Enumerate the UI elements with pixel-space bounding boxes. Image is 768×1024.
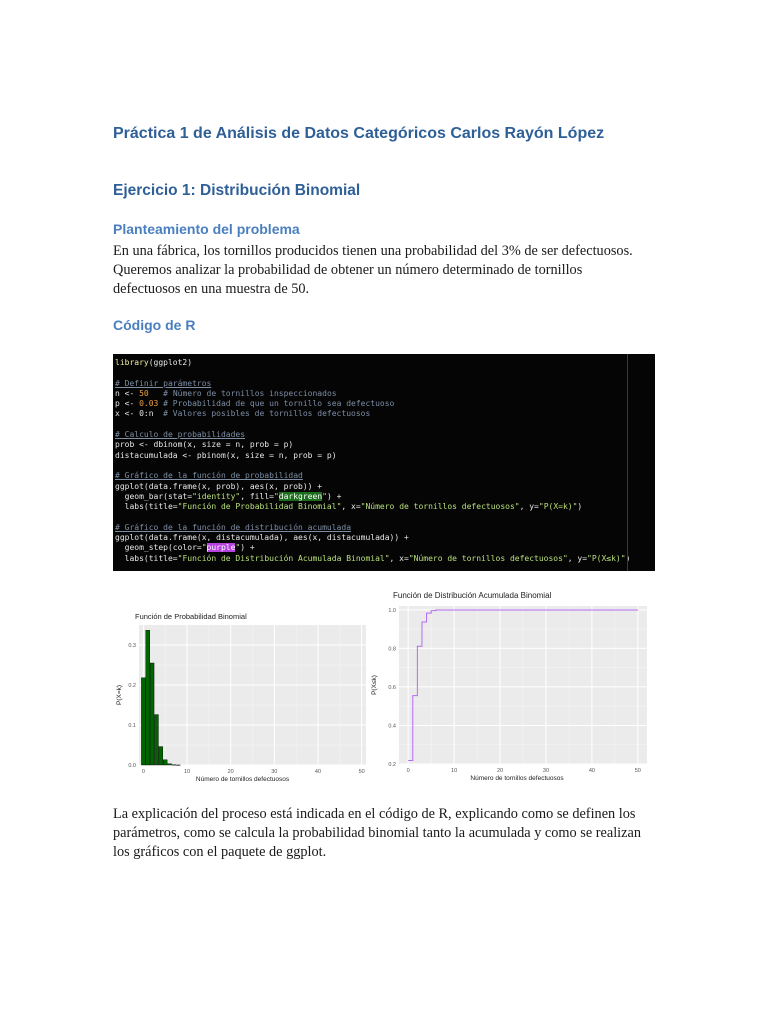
code-comment: # Valores posibles de tornillos defectuosos <box>153 409 371 419</box>
x-tick-label: 40 <box>314 769 322 775</box>
code-token: labs(title= <box>115 553 178 563</box>
code-token: x <- 0:n <box>115 409 154 419</box>
probability-chart-svg <box>113 605 369 791</box>
y-tick-label: 0.6 <box>388 684 396 691</box>
bar <box>150 663 154 765</box>
chart-title: Función de Distribución Acumulada Binomial <box>393 591 552 600</box>
y-axis-label: P(X=k) <box>116 684 123 706</box>
code-token: ggplot(data.frame(x, distacumulada), aes(x, distacumulada)) + <box>115 533 409 543</box>
bar <box>146 630 150 765</box>
code-string: " <box>322 491 327 501</box>
code-number: 50 <box>139 388 149 398</box>
probability-chart <box>113 605 369 791</box>
code-token: , x= <box>341 502 361 512</box>
cumulative-chart-svg <box>369 586 651 791</box>
r-code-block <box>113 354 655 571</box>
editor-margin-line <box>627 354 628 571</box>
code-token: labs(title= <box>115 502 178 512</box>
code-comment: # Número de tornillos inspeccionados <box>148 388 337 398</box>
code-string: "Función de Distribución Acumulada Binomial" <box>177 553 390 563</box>
code-token: , y= <box>567 553 588 563</box>
problem-paragraph <box>113 242 658 299</box>
code-comment: # Gráfico de la función de probabilidad <box>115 471 303 481</box>
code-token: geom_step(color= <box>115 543 202 553</box>
y-tick-label: 1.0 <box>388 607 396 614</box>
y-tick-label: 0.1 <box>128 723 136 729</box>
bar <box>141 678 145 765</box>
code-string: "Número de tornillos defectuosos" <box>360 502 520 512</box>
code-string: "P(X≤k)" <box>587 553 626 563</box>
exercise-heading: Ejercicio 1: Distribución Binomial <box>113 182 361 199</box>
code-string: "P(X=k)" <box>538 502 578 512</box>
problem-line: En una fábrica, los tornillos producidos tienen una probabilidad del 3% de ser defectuosos. <box>113 243 633 259</box>
code-token: , fill= <box>240 491 274 501</box>
code-token: ) <box>577 502 583 512</box>
x-axis-label: Número de tornillos defectuosos <box>195 776 290 783</box>
explanation-line: La explicación del proceso está indicada en el código de R, explicando como se definen los <box>113 806 636 822</box>
code-comment: # Probabilidad de que un tornillo sea defectuoso <box>158 399 395 409</box>
x-tick-label: 10 <box>451 768 458 774</box>
cumulative-chart <box>369 586 651 791</box>
code-string: "Función de Probabilidad Binomial" <box>177 502 342 512</box>
bar <box>154 715 158 765</box>
code-comment: # Gráfico de la función de distribución acumulada <box>115 522 352 532</box>
code-highlight-darkgreen: darkgreen <box>278 491 323 501</box>
code-string: " <box>235 543 241 553</box>
code-token: prob <- dbinom(x, size = n, prob = p) <box>115 440 294 450</box>
x-axis-label: Número de tornillos defectuosos <box>470 775 564 782</box>
x-tick-label: 0 <box>141 769 145 775</box>
code-token: (ggplot2) <box>148 358 193 367</box>
bar <box>163 760 167 765</box>
code-string: "Número de tornillos defectuosos" <box>408 553 568 563</box>
x-tick-label: 0 <box>406 768 410 774</box>
explanation-line: parámetros, como se calcula la probabilidad binomial tanto la acumulada y como se realizan <box>113 825 641 841</box>
x-tick-label: 30 <box>542 768 550 774</box>
code-token: geom_bar(stat= <box>115 491 193 501</box>
code-comment: # Calculo de probabilidades <box>115 430 246 440</box>
code-string: " <box>201 543 207 553</box>
code-token: ) + <box>326 491 342 501</box>
y-tick-label: 0.2 <box>128 683 136 689</box>
x-tick-label: 20 <box>496 768 504 774</box>
problem-line: Queremos analizar la probabilidad de obtener un número determinado de tornillos <box>113 262 583 278</box>
x-tick-label: 20 <box>227 769 234 775</box>
y-tick-label: 0.4 <box>388 723 396 730</box>
code-token: ggplot(data.frame(x, prob), aes(x, prob)) + <box>115 481 323 491</box>
code-token: distacumulada <- pbinom(x, size = n, prob = p) <box>115 450 337 460</box>
x-tick-label: 30 <box>271 769 278 775</box>
x-tick-label: 50 <box>358 769 365 775</box>
code-token: n <- <box>115 388 140 398</box>
code-string: "identity" <box>192 491 241 501</box>
y-tick-label: 0.8 <box>388 646 396 653</box>
explanation-paragraph <box>113 805 658 862</box>
code-highlight-purple: purple <box>206 543 236 553</box>
code-comment: # Definir parámetros <box>115 378 212 388</box>
x-tick-label: 40 <box>588 768 595 774</box>
code-string: " <box>273 491 279 501</box>
code-token: ) <box>625 553 631 563</box>
x-tick-label: 50 <box>634 768 641 774</box>
explanation-line: los gráficos con el paquete de ggplot. <box>113 844 327 860</box>
bar <box>168 764 172 765</box>
y-tick-label: 0.0 <box>128 763 136 769</box>
y-tick-label: 0.3 <box>128 643 136 649</box>
code-token: ) + <box>240 543 255 553</box>
bar <box>159 747 163 765</box>
problem-line: defectuosos en una muestra de 50. <box>113 281 310 297</box>
code-token: , y= <box>519 502 539 512</box>
y-axis-label: P(X≤k) <box>371 675 378 695</box>
code-token: p <- <box>115 399 140 409</box>
chart-title: Función de Probabilidad Binomial <box>135 612 247 621</box>
problem-heading: Planteamiento del problema <box>113 221 300 237</box>
document-title: Práctica 1 de Análisis de Datos Categóricos Carlos Rayón López <box>113 125 605 142</box>
y-tick-label: 0.2 <box>388 762 396 768</box>
x-tick-label: 10 <box>183 769 191 775</box>
code-token: , x= <box>389 553 409 563</box>
code-heading: Código de R <box>113 317 196 333</box>
code-number: 0.03 <box>139 399 159 409</box>
code-token: library <box>115 358 149 367</box>
